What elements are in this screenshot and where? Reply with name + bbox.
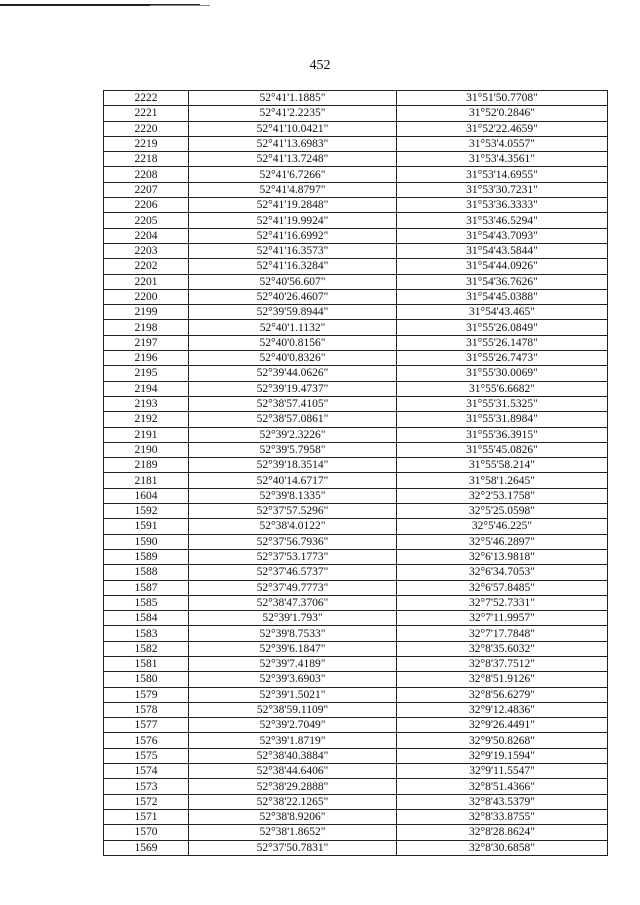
latitude-cell: 52°40'0.8326" (189, 351, 397, 366)
point-id-cell: 2219 (104, 136, 189, 151)
point-id-cell: 1590 (104, 534, 189, 549)
coordinates-table-body (104, 91, 608, 856)
longitude-cell: 31°55'31.5325" (397, 396, 608, 411)
point-id-cell: 1569 (104, 840, 189, 855)
point-id-cell: 2190 (104, 442, 189, 457)
latitude-cell: 52°41'16.6992" (189, 228, 397, 243)
table-row (104, 91, 608, 106)
table-row (104, 733, 608, 748)
table-row (104, 182, 608, 197)
table-row (104, 106, 608, 121)
table-row (104, 274, 608, 289)
table-row (104, 473, 608, 488)
latitude-cell: 52°41'4.8797" (189, 182, 397, 197)
longitude-cell: 31°54'36.7626" (397, 274, 608, 289)
table-row (104, 656, 608, 671)
latitude-cell: 52°41'13.7248" (189, 152, 397, 167)
coordinates-table (103, 90, 608, 856)
longitude-cell: 32°7'11.9957" (397, 611, 608, 626)
longitude-cell: 32°8'37.7512" (397, 656, 608, 671)
table-row (104, 672, 608, 687)
latitude-cell: 52°40'1.1132" (189, 320, 397, 335)
longitude-cell: 31°55'58.214" (397, 458, 608, 473)
point-id-cell: 2191 (104, 427, 189, 442)
latitude-cell: 52°38'44.6406" (189, 764, 397, 779)
latitude-cell: 52°39'19.4737" (189, 381, 397, 396)
latitude-cell: 52°41'19.9924" (189, 213, 397, 228)
longitude-cell: 31°53'4.0557" (397, 136, 608, 151)
longitude-cell: 32°5'46.225" (397, 519, 608, 534)
point-id-cell: 1571 (104, 809, 189, 824)
point-id-cell: 2202 (104, 259, 189, 274)
longitude-cell: 31°55'45.0826" (397, 442, 608, 457)
latitude-cell: 52°37'57.5296" (189, 504, 397, 519)
table-row (104, 794, 608, 809)
point-id-cell: 2205 (104, 213, 189, 228)
point-id-cell: 2220 (104, 121, 189, 136)
table-row (104, 259, 608, 274)
header-rule-faint (150, 5, 210, 6)
longitude-cell: 32°8'56.6279" (397, 687, 608, 702)
latitude-cell: 52°40'0.8156" (189, 335, 397, 350)
longitude-cell: 31°53'36.3333" (397, 198, 608, 213)
point-id-cell: 1574 (104, 764, 189, 779)
table-row (104, 488, 608, 503)
latitude-cell: 52°41'16.3284" (189, 259, 397, 274)
point-id-cell: 2199 (104, 305, 189, 320)
table-row (104, 580, 608, 595)
latitude-cell: 52°37'50.7831" (189, 840, 397, 855)
point-id-cell: 2200 (104, 289, 189, 304)
longitude-cell: 32°8'28.8624" (397, 825, 608, 840)
latitude-cell: 52°38'4.0122" (189, 519, 397, 534)
table-row (104, 641, 608, 656)
longitude-cell: 32°8'30.6858" (397, 840, 608, 855)
point-id-cell: 2222 (104, 91, 189, 106)
point-id-cell: 1582 (104, 641, 189, 656)
point-id-cell: 2204 (104, 228, 189, 243)
table-row (104, 534, 608, 549)
table-row (104, 335, 608, 350)
point-id-cell: 2195 (104, 366, 189, 381)
longitude-cell: 31°54'45.0388" (397, 289, 608, 304)
latitude-cell: 52°41'1.1885" (189, 91, 397, 106)
page-number: 452 (309, 58, 331, 73)
latitude-cell: 52°39'18.3514" (189, 458, 397, 473)
latitude-cell: 52°38'47.3706" (189, 595, 397, 610)
latitude-cell: 52°38'22.1265" (189, 794, 397, 809)
table-row (104, 412, 608, 427)
latitude-cell: 52°39'2.3226" (189, 427, 397, 442)
latitude-cell: 52°39'1.8719" (189, 733, 397, 748)
table-row (104, 243, 608, 258)
longitude-cell: 31°53'4.3561" (397, 152, 608, 167)
longitude-cell: 31°55'6.6682" (397, 381, 608, 396)
table-row (104, 840, 608, 855)
latitude-cell: 52°39'8.1335" (189, 488, 397, 503)
table-row (104, 718, 608, 733)
table-row (104, 442, 608, 457)
table-row (104, 764, 608, 779)
longitude-cell: 31°55'26.1478" (397, 335, 608, 350)
longitude-cell: 31°55'31.8984" (397, 412, 608, 427)
table-row (104, 809, 608, 824)
longitude-cell: 31°53'14.6955" (397, 167, 608, 182)
longitude-cell: 31°54'44.0926" (397, 259, 608, 274)
longitude-cell: 31°52'0.2846" (397, 106, 608, 121)
table-row (104, 305, 608, 320)
longitude-cell: 32°5'46.2897" (397, 534, 608, 549)
longitude-cell: 31°55'36.3915" (397, 427, 608, 442)
point-id-cell: 2197 (104, 335, 189, 350)
longitude-cell: 32°9'19.1594" (397, 748, 608, 763)
point-id-cell: 1592 (104, 504, 189, 519)
longitude-cell: 32°9'12.4836" (397, 702, 608, 717)
point-id-cell: 2193 (104, 396, 189, 411)
latitude-cell: 52°40'14.6717" (189, 473, 397, 488)
latitude-cell: 52°39'1.5021" (189, 687, 397, 702)
latitude-cell: 52°41'19.2848" (189, 198, 397, 213)
longitude-cell: 31°55'26.0849" (397, 320, 608, 335)
point-id-cell: 1570 (104, 825, 189, 840)
point-id-cell: 2198 (104, 320, 189, 335)
table-row (104, 213, 608, 228)
point-id-cell: 1604 (104, 488, 189, 503)
point-id-cell: 1584 (104, 611, 189, 626)
latitude-cell: 52°38'57.0861" (189, 412, 397, 427)
point-id-cell: 1580 (104, 672, 189, 687)
point-id-cell: 2203 (104, 243, 189, 258)
point-id-cell: 2218 (104, 152, 189, 167)
latitude-cell: 52°38'29.2888" (189, 779, 397, 794)
table-row (104, 228, 608, 243)
longitude-cell: 32°7'17.7848" (397, 626, 608, 641)
latitude-cell: 52°39'59.8944" (189, 305, 397, 320)
table-row (104, 748, 608, 763)
latitude-cell: 52°39'44.0626" (189, 366, 397, 381)
table-row (104, 458, 608, 473)
longitude-cell: 32°7'52.7331" (397, 595, 608, 610)
point-id-cell: 1585 (104, 595, 189, 610)
longitude-cell: 32°8'33.8755" (397, 809, 608, 824)
table-row (104, 381, 608, 396)
latitude-cell: 52°39'5.7958" (189, 442, 397, 457)
point-id-cell: 1576 (104, 733, 189, 748)
table-row (104, 136, 608, 151)
longitude-cell: 32°9'11.5547" (397, 764, 608, 779)
latitude-cell: 52°38'8.9206" (189, 809, 397, 824)
latitude-cell: 52°39'7.4189" (189, 656, 397, 671)
point-id-cell: 2181 (104, 473, 189, 488)
point-id-cell: 1587 (104, 580, 189, 595)
longitude-cell: 31°54'43.7093" (397, 228, 608, 243)
latitude-cell: 52°38'40.3884" (189, 748, 397, 763)
point-id-cell: 1588 (104, 565, 189, 580)
point-id-cell: 1581 (104, 656, 189, 671)
longitude-cell: 32°6'34.7053" (397, 565, 608, 580)
longitude-cell: 31°54'43.5844" (397, 243, 608, 258)
longitude-cell: 32°6'57.8485" (397, 580, 608, 595)
latitude-cell: 52°38'57.4105" (189, 396, 397, 411)
longitude-cell: 32°8'51.9126" (397, 672, 608, 687)
longitude-cell: 32°8'43.5379" (397, 794, 608, 809)
latitude-cell: 52°41'16.3573" (189, 243, 397, 258)
table-row (104, 167, 608, 182)
table-row (104, 289, 608, 304)
table-row (104, 519, 608, 534)
longitude-cell: 31°51'50.7708" (397, 91, 608, 106)
latitude-cell: 52°37'46.5737" (189, 565, 397, 580)
latitude-cell: 52°39'3.6903" (189, 672, 397, 687)
table-row (104, 549, 608, 564)
point-id-cell: 1591 (104, 519, 189, 534)
latitude-cell: 52°39'2.7049" (189, 718, 397, 733)
latitude-cell: 52°40'26.4607" (189, 289, 397, 304)
table-row (104, 320, 608, 335)
latitude-cell: 52°41'2.2235" (189, 106, 397, 121)
point-id-cell: 2192 (104, 412, 189, 427)
table-row (104, 504, 608, 519)
table-row (104, 427, 608, 442)
latitude-cell: 52°41'6.7266" (189, 167, 397, 182)
table-row (104, 779, 608, 794)
longitude-cell: 32°8'51.4366" (397, 779, 608, 794)
table-row (104, 396, 608, 411)
table-row (104, 595, 608, 610)
latitude-cell: 52°37'56.7936" (189, 534, 397, 549)
point-id-cell: 1572 (104, 794, 189, 809)
point-id-cell: 1589 (104, 549, 189, 564)
point-id-cell: 2194 (104, 381, 189, 396)
table-row (104, 152, 608, 167)
point-id-cell: 2196 (104, 351, 189, 366)
longitude-cell: 31°53'30.7231" (397, 182, 608, 197)
latitude-cell: 52°39'1.793" (189, 611, 397, 626)
table-row (104, 626, 608, 641)
latitude-cell: 52°40'56.607" (189, 274, 397, 289)
point-id-cell: 1583 (104, 626, 189, 641)
longitude-cell: 31°58'1.2645" (397, 473, 608, 488)
latitude-cell: 52°39'6.1847" (189, 641, 397, 656)
longitude-cell: 32°9'50.8268" (397, 733, 608, 748)
latitude-cell: 52°41'10.0421" (189, 121, 397, 136)
latitude-cell: 52°38'59.1109" (189, 702, 397, 717)
point-id-cell: 1579 (104, 687, 189, 702)
table-row (104, 366, 608, 381)
longitude-cell: 32°5'25.0598" (397, 504, 608, 519)
point-id-cell: 2201 (104, 274, 189, 289)
table-row (104, 702, 608, 717)
table-row (104, 611, 608, 626)
latitude-cell: 52°37'53.1773" (189, 549, 397, 564)
latitude-cell: 52°37'49.7773" (189, 580, 397, 595)
table-row (104, 565, 608, 580)
longitude-cell: 32°2'53.1758" (397, 488, 608, 503)
point-id-cell: 1575 (104, 748, 189, 763)
point-id-cell: 2207 (104, 182, 189, 197)
longitude-cell: 32°6'13.9818" (397, 549, 608, 564)
latitude-cell: 52°39'8.7533" (189, 626, 397, 641)
point-id-cell: 2206 (104, 198, 189, 213)
table-row (104, 198, 608, 213)
longitude-cell: 31°54'43.465" (397, 305, 608, 320)
longitude-cell: 31°55'26.7473" (397, 351, 608, 366)
table-row (104, 351, 608, 366)
latitude-cell: 52°38'1.8652" (189, 825, 397, 840)
table-row (104, 121, 608, 136)
table-row (104, 825, 608, 840)
longitude-cell: 31°55'30.0069" (397, 366, 608, 381)
point-id-cell: 2221 (104, 106, 189, 121)
longitude-cell: 32°8'35.6032" (397, 641, 608, 656)
longitude-cell: 31°52'22.4659" (397, 121, 608, 136)
latitude-cell: 52°41'13.6983" (189, 136, 397, 151)
point-id-cell: 1573 (104, 779, 189, 794)
point-id-cell: 2189 (104, 458, 189, 473)
point-id-cell: 1577 (104, 718, 189, 733)
point-id-cell: 1578 (104, 702, 189, 717)
longitude-cell: 32°9'26.4491" (397, 718, 608, 733)
longitude-cell: 31°53'46.5294" (397, 213, 608, 228)
point-id-cell: 2208 (104, 167, 189, 182)
table-row (104, 687, 608, 702)
